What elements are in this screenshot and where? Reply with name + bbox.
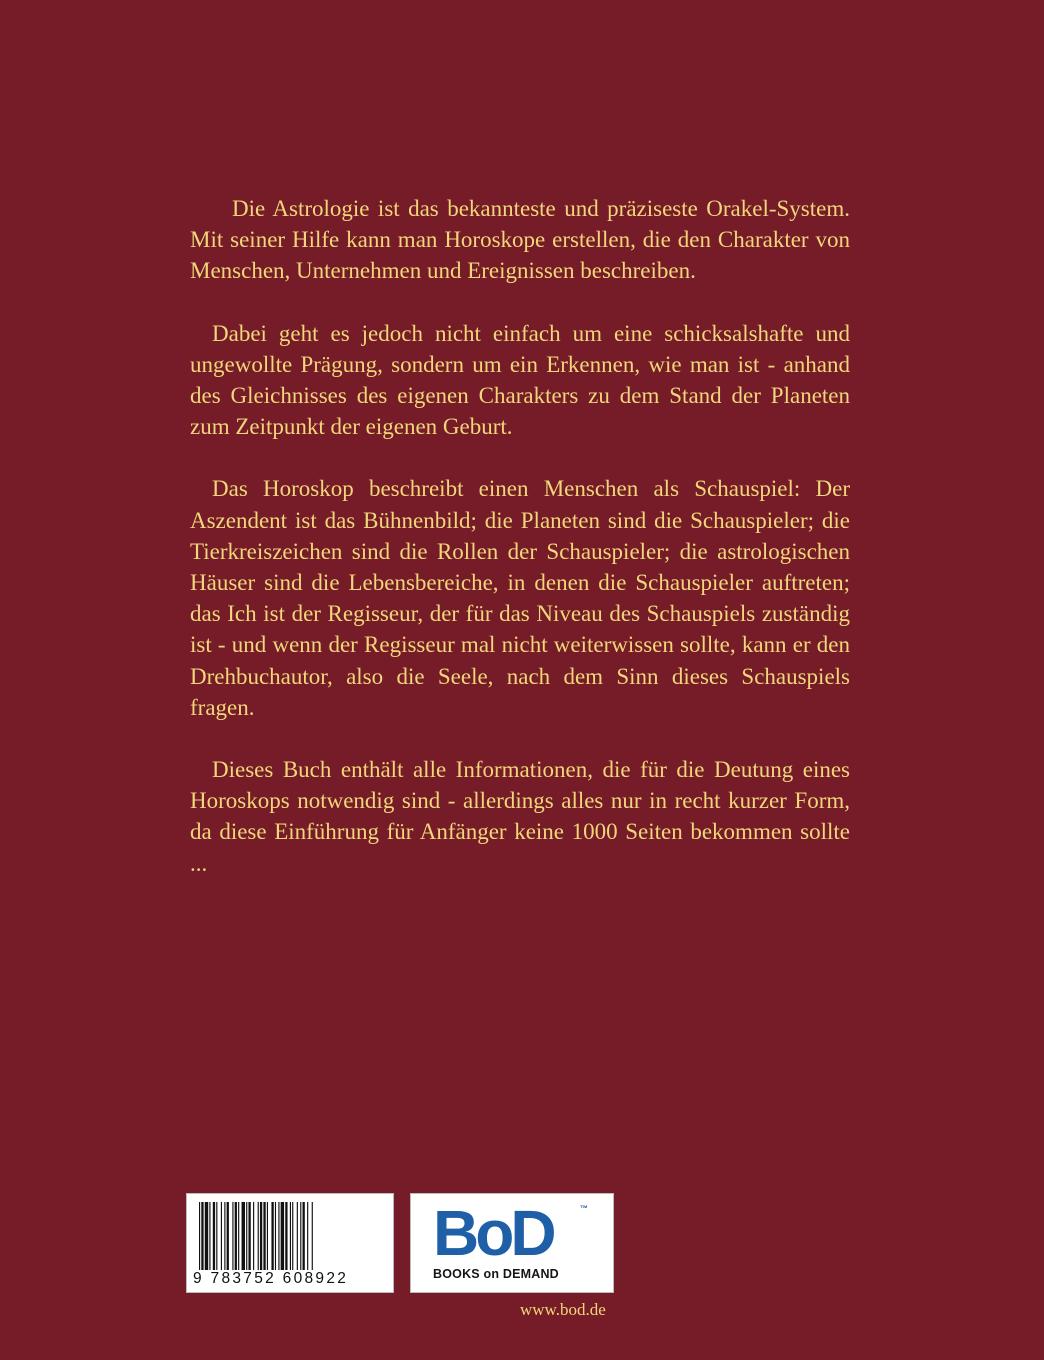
blurb-paragraph-4: Dieses Buch enthält alle Informationen, die für die Deutung eines Horoskops notwendig sind - allerdings alles nur in recht kurzer Form, da diese Einführung für Anfänger keine 1000 Seiten bekommen sollte ... [190,757,850,876]
trademark-mark: ™ [580,1204,588,1213]
barcode-bar [227,1202,229,1270]
barcode-bar [281,1202,284,1270]
barcode-bar [221,1202,222,1270]
publisher-website: www.bod.de [520,1300,606,1319]
barcode-bar [235,1202,237,1270]
barcode-bar [285,1202,287,1270]
barcode-bar [201,1202,203,1270]
isbn-digits: 9 783752 608922 [193,1270,349,1287]
blurb-paragraph-2: Dabei geht es jedoch nicht einfach um eine schicksalshafte und ungewollte Prägung, sondern um ein Erkennen, wie man ist - anhand des Gleichnisses des eigenen Charakters zu dem Stand der Planeten zum Zeitpunkt der eigenen Geburt. [190,320,850,440]
barcode-bar [263,1202,265,1270]
barcode-bar [205,1202,208,1270]
barcode-bar [209,1202,210,1270]
barcode-bar [199,1202,200,1270]
barcode-bar [290,1202,291,1270]
barcode-bars [199,1202,383,1270]
barcode-bar [297,1202,298,1270]
barcode-bar [248,1202,250,1270]
barcode-bar [224,1202,225,1270]
barcode-bar [260,1202,262,1270]
barcode-bar [303,1202,305,1270]
barcode-bar [307,1202,308,1270]
barcode-bar [267,1202,268,1270]
blurb-paragraph-1: Die Astrologie ist das bekannteste und präziseste Orakel-System. Mit seiner Hilfe kann man Horoskope erstellen, die den Charakter von Menschen, Unternehmen und Ereignissen beschreiben. [190,196,850,284]
barcode-bar [292,1202,293,1270]
barcode-bar [312,1202,313,1270]
barcode-bar [300,1202,301,1270]
barcode-bar [232,1202,233,1270]
blurb-text [190,193,850,879]
barcode-bar [253,1202,254,1270]
barcode-bar [238,1202,239,1270]
publisher-tagline: BOOKS on DEMAND [433,1267,559,1281]
barcode-bar [216,1202,217,1270]
isbn-barcode [186,1193,394,1293]
barcode-bar [258,1202,259,1270]
publisher-logo [410,1193,614,1293]
barcode-bar [246,1202,247,1270]
bod-logo-text: BoD [433,1197,553,1269]
barcode-bar [278,1202,279,1270]
barcode-bar [242,1202,245,1270]
barcode-bar [271,1202,273,1270]
blurb-paragraph-3: Das Horoskop beschreibt einen Menschen als Schauspiel: Der Aszendent ist das Bühnenbild; die Planeten sind die Schauspieler; die Tierkreiszeichen sind die Rollen der Schauspieler; die astrologischen Häuser sind die Lebensbereiche, in denen die Schauspieler auftreten; das Ich ist der Regisseur, der für das Niveau des Schauspiels zuständig ist - und wenn der Regisseur mal nicht weiterwissen sollte, kann er den Drehbuchautor, also die Seele, nach dem Sinn dieses Schauspiels fragen. [190,476,850,720]
barcode-bar [213,1202,215,1270]
barcode-bar [275,1202,276,1270]
